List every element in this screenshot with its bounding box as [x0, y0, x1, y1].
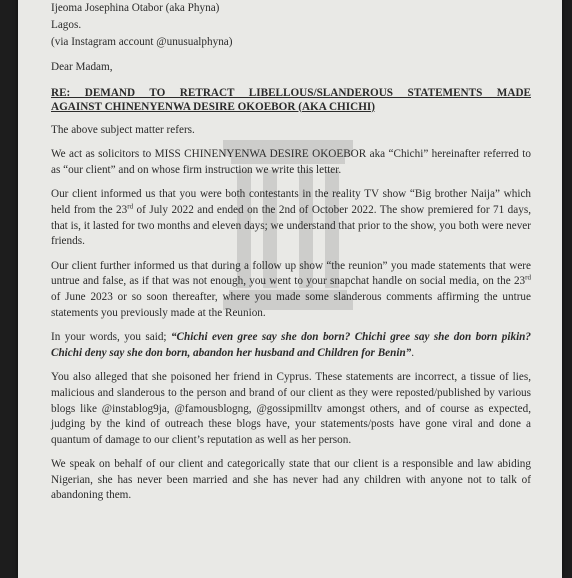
- recipient-city: Lagos.: [51, 19, 82, 31]
- subject-heading-line1: RE: DEMAND TO RETRACT LIBELLOUS/SLANDEROUS STATEMENTS MADE: [51, 86, 531, 99]
- quoted-statement: “Chichi even gree say she don born? Chichi gree say she don born pikin? Chichi deny say she don born, abandon her husband and Children for Benin”: [51, 331, 531, 359]
- paragraph-5: You also alleged that she poisoned her friend in Cyprus. These statements are incorrect, a tissue of lies, malicious and slanderous to the person and brand of our client as they were reposted/published by various blogs like @instablog9ja, @famousblogng, @gossipmilltv amongst others, and of course as expected, judging by the kind of outreach these blogs have, your statements/posts have gone viral and done a quantum of damage to our client’s reputation as well as her person.: [51, 371, 531, 446]
- salutation: Dear Madam,: [51, 61, 113, 73]
- recipient-via: (via Instagram account @unusualphyna): [51, 36, 233, 48]
- paragraph-1: We act as solicitors to MISS CHINENYENWA DESIRE OKOEBOR aka “Chichi” hereinafter referred to as “our client” and on whose firm instruction we write this letter.: [51, 148, 531, 176]
- paragraph-3: Our client further informed us that during a follow up show “the reunion” you made statements that were untrue and false, as if that was not enough, you went to your snapchat handle on social media, on the 23rd of June 2023 or so soon thereafter, where you made some slanderous comments affirming the untrue statements you previously made at the Reunion.: [51, 259, 531, 319]
- subject-reference: The above subject matter refers.: [51, 123, 195, 136]
- letter-body: [51, 0, 531, 513]
- paragraph-2: Our client informed us that you were both contestants in the reality TV show “Big brother Naija” which held from the 23rd of July 2022 and ended on the 2nd of October 2022. The show premiered for 71 days, that is, it lasted for two months and eleven days; we understand that prior to the show, you both were never friends.: [51, 188, 531, 248]
- paragraph-6: We speak on behalf of our client and categorically state that our client is a responsible and law abiding Nigerian, she has never been married and she has never had any children with anyone not to talk of abandoning them.: [51, 458, 531, 502]
- subject-heading-line2: AGAINST CHINENYENWA DESIRE OKOEBOR (AKA CHICHI): [51, 100, 375, 113]
- subject-heading: [51, 86, 531, 114]
- letter-page: [18, 0, 562, 578]
- recipient-name: Ijeoma Josephina Otabor (aka Phyna): [51, 2, 220, 14]
- recipient-address: [51, 0, 531, 51]
- paragraph-4: In your words, you said; “Chichi even gree say she don born? Chichi gree say she don born pikin? Chichi deny say she don born, abandon her husband and Children for Benin”.: [51, 331, 531, 359]
